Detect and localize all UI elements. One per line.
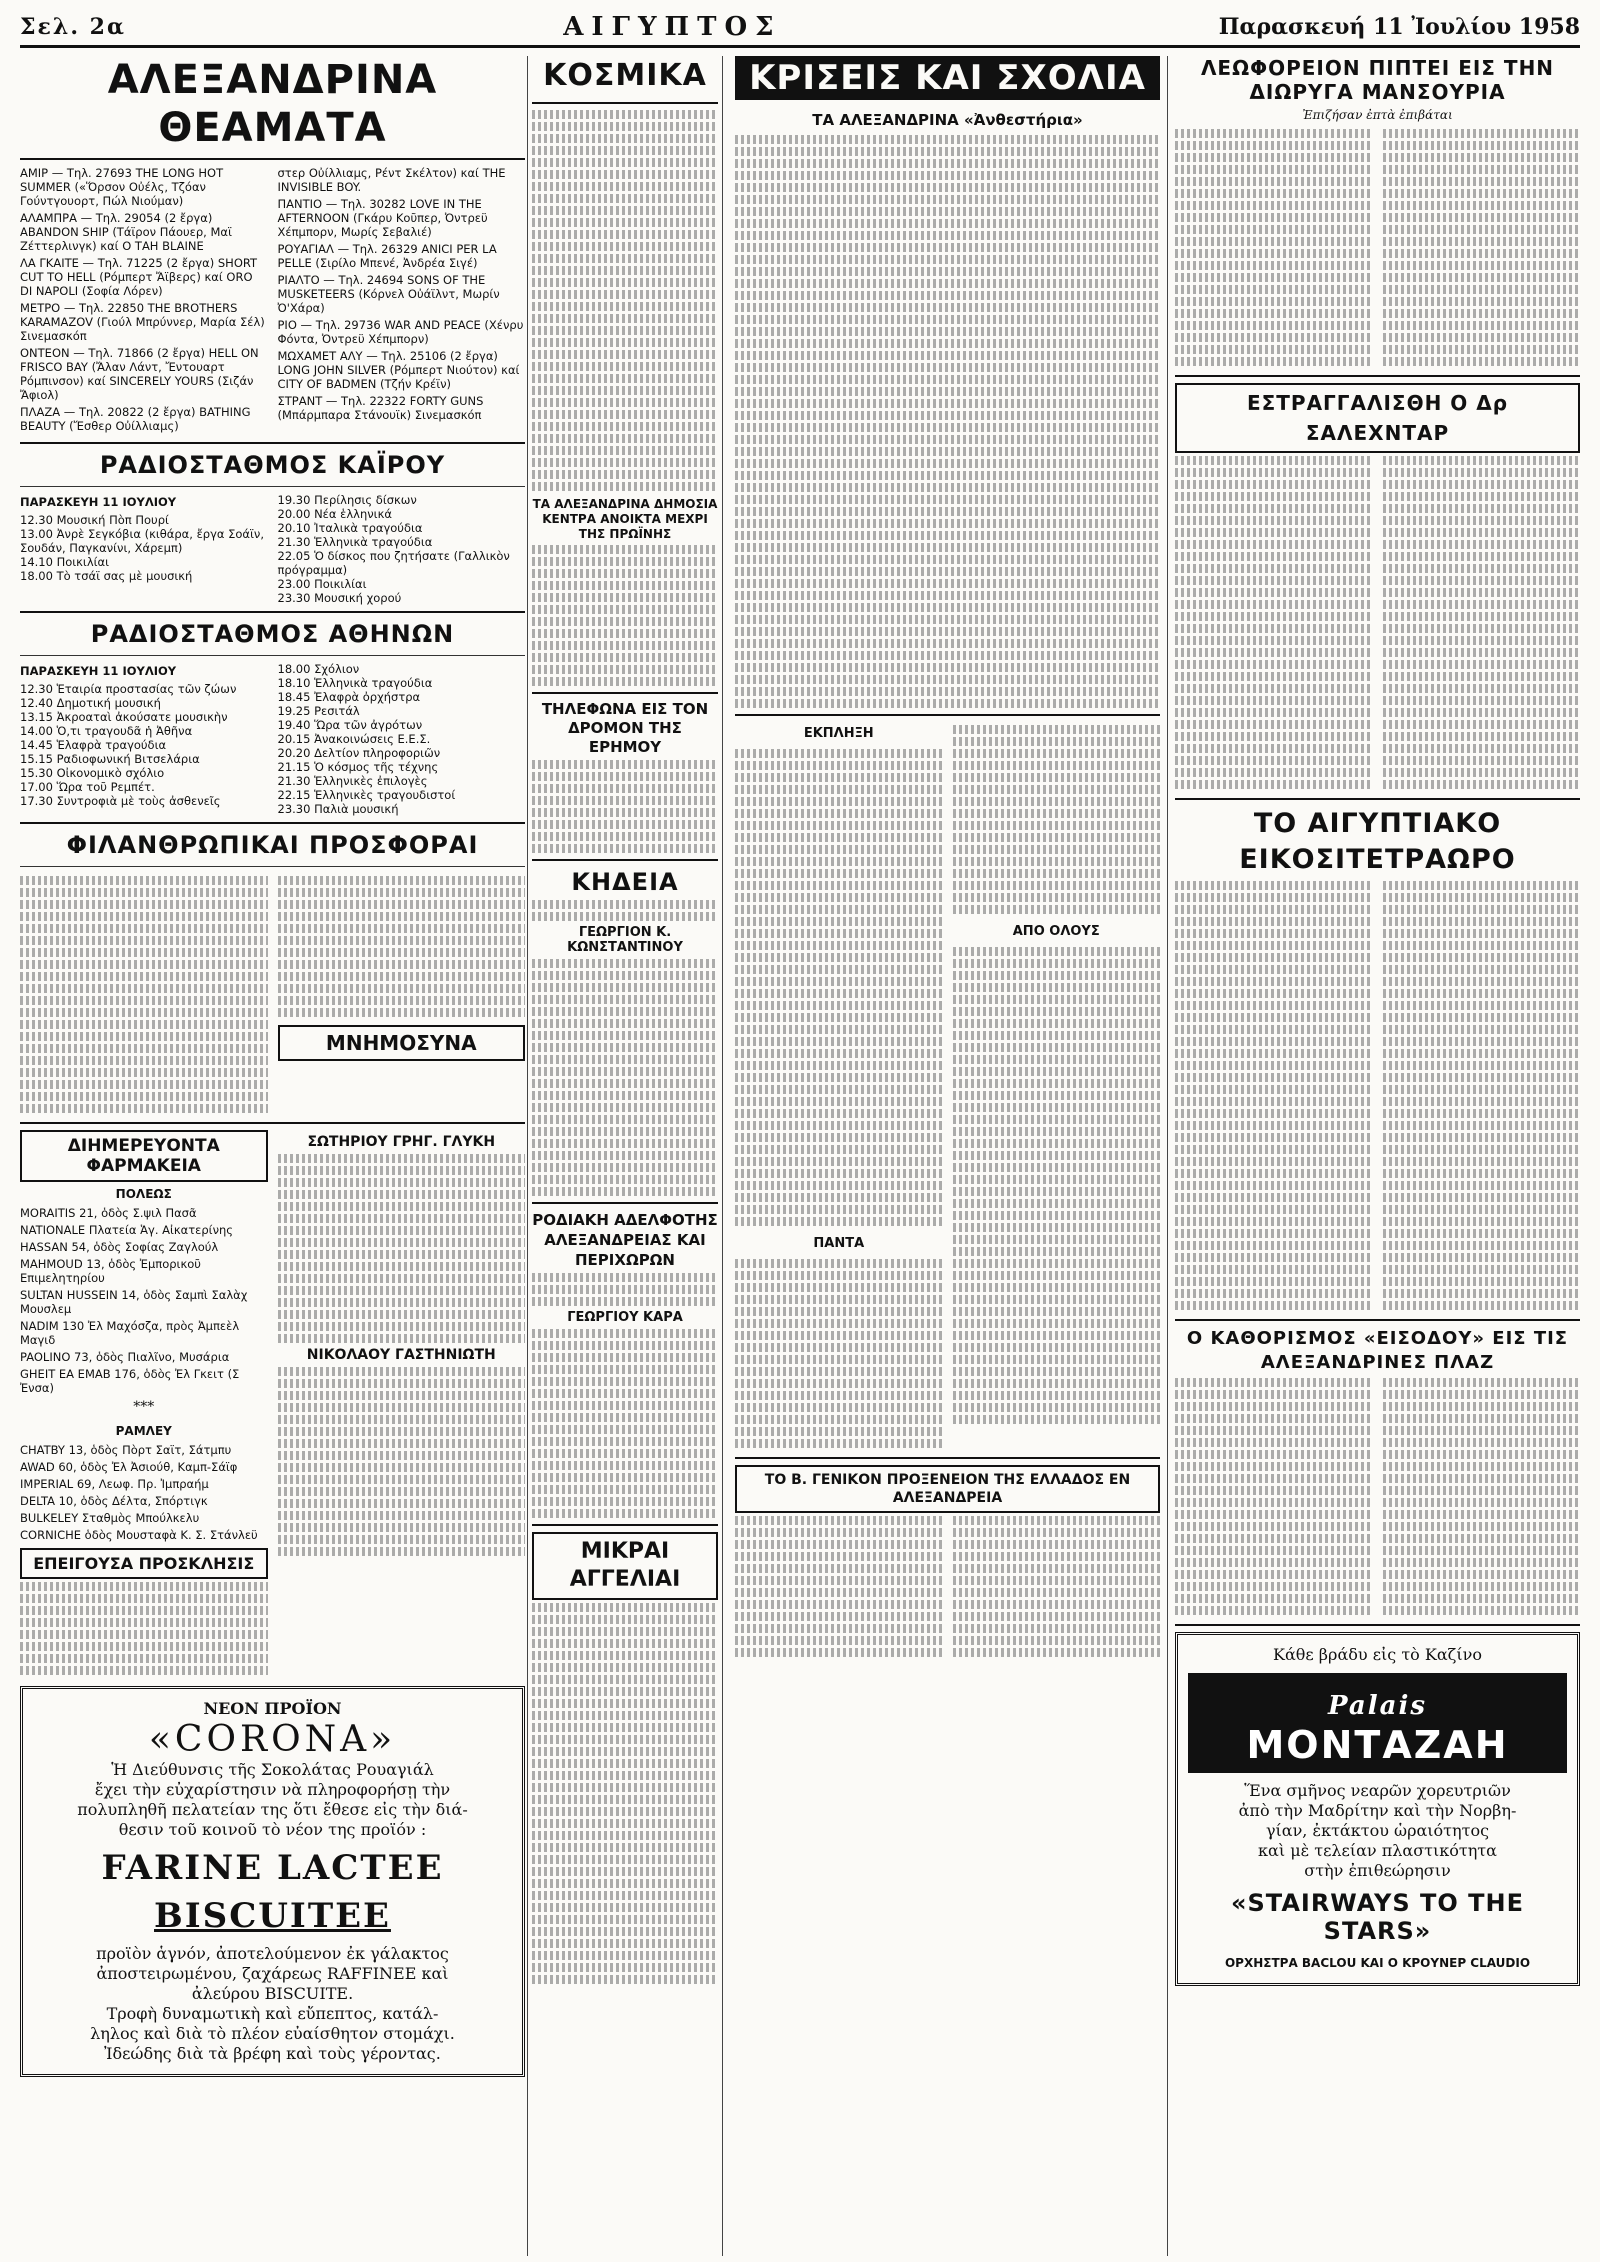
entry-heading: Ο ΚΑΘΟΡΙΣΜΟΣ «ΕΙΣΟΔΟΥ» ΕΙΣ ΤΙΣ ΑΛΕΞΑΝΔΡΙΝΕΣ ΠΛΑΖ <box>1186 1328 1569 1373</box>
schedule-day: ΠΑΡΑΣΚΕΥΗ 11 ΙΟΥΛΙΟΥ <box>20 495 177 509</box>
pharmacy-item: DELTA 10, ὁδὸς Δέλτα, Σπόρτιγκ <box>20 1494 208 1508</box>
column-3 <box>735 56 1160 1660</box>
schedule-item: 20.20 Δελτίον πληροφοριῶν <box>277 746 441 760</box>
listing-item: ΣΤΡΑΝΤ — Τηλ. 22322 FORTY GUNS (Μπάρμπαρα Στάνουϊκ) Σινεμασκόπ <box>277 394 484 422</box>
ad-line: καὶ μὲ τελείαν πλαστικότητα <box>1258 1841 1497 1860</box>
pharmacy-item: MORAITIS 21, ὁδὸς Σ.ψιλ Πασᾶ <box>20 1206 197 1220</box>
listing-item: ΜΩΧΑΜΕΤ ΑΛΥ — Τηλ. 25106 (2 ἔργα) LONG JOHN SILVER (Ρόμπερτ Νιούτον) καί CITY OF BADMEN (Τζήν Κρέϊν) <box>277 349 520 391</box>
memorial-name: ΝΙΚΟΛΑΟΥ ΓΑΣΤΗΝΙΩΤΗ <box>306 1347 496 1363</box>
consulate-heading: ΤΟ Β. ΓΕΝΙΚΟΝ ΠΡΟΞΕΝΕΙΟΝ ΤΗΣ ΕΛΛΑΔΟΣ ΕΝ ΑΛΕΞΑΝΔΡΕΙΑ <box>735 1465 1160 1513</box>
column-rule <box>1167 56 1168 2256</box>
listing-item: ΑΛΑΜΠΡΑ — Τηλ. 29054 (2 ἔργα) ABANDON SHIP (Τάϊρον Πάουερ, Μαϊ Ζέττερλινγκ) καί Ο ΤΑΗ BLAINE <box>20 211 232 253</box>
salekhtar-heading: ΕΣΤΡΑΓΓΑΛΙΣΘΗ Ο Δρ ΣΑΛΕΧΝΤΑΡ <box>1175 383 1580 453</box>
ad-line: ἀποστειρωμένου, ζαχάρεως RAFFINEE καὶ <box>96 1964 449 1983</box>
social-heading: ΚΟΣΜΙΚΑ <box>543 58 707 93</box>
schedule-item: 12.30 Μουσική Πὸπ Πουρί <box>20 513 169 527</box>
schedule-item: 15.15 Ραδιοφωνική Βιτσελάρια <box>20 752 200 766</box>
egyptian24-heading: ΤΟ ΑΙΓΥΠΤΙΑΚΟ ΕΙΚΟΣΙΤΕΤΡΑΩΡΟ <box>1239 808 1516 875</box>
schedule-item: 20.10 Ἰταλικὰ τραγούδια <box>277 521 423 535</box>
schedule-item: 13.00 Ἀνρὲ Σεγκόβια (κιθάρα, ἔργα Σοάϊν, Σουδάν, Παγκανίνι, Χάρεμπ) <box>20 527 264 555</box>
radio-athens-heading: ΡΑΔΙΟΣΤΑΘΜΟΣ ΑΘΗΝΩΝ <box>90 620 455 648</box>
ad-line: θεσιν τοῦ κοινοῦ τὸ νέον της προϊόν : <box>118 1820 427 1839</box>
rhodes-heading: ΡΟΔΙΑΚΗ ΑΔΕΛΦΟΤΗΣ ΑΛΕΞΑΝΔΡΕΙΑΣ ΚΑΙ ΠΕΡΙΧΩΡΩΝ <box>532 1211 718 1269</box>
ad-top: ΝΕΟΝ ΠΡΟΪΟΝ <box>203 1699 342 1718</box>
ad-orchestra: ΟΡΧΗΣΤΡΑ BACLOU ΚΑΙ Ο ΚΡΟΥΝΕΡ CLAUDIO <box>1224 1956 1531 1970</box>
ad-show-title: «STAIRWAYS TO THE STARS» <box>1231 1889 1524 1945</box>
pharmacy-item: CORNICHE ὁδὸς Μουσταφὰ Κ. Σ. Στάνλεϋ <box>20 1528 258 1542</box>
pharmacy-row: ΔΙΗΜΕΡΕΥΟΝΤΑ ΦΑΡΜΑΚΕΙΑ ΠΟΛΕΩΣ MORAITIS 21, ὁδὸς Σ.ψιλ Πασᾶ NATIONALE Πλατεία Ἁγ. Αἰκατερίνης HASSAN 54, ὁδὸς Σοφίας Ζαγλούλ MAHMOUD 13, ὁδὸς Ἐμπορικοῦ Επιμελητηρίου SULTAN HUSSEIN 14, ὁδὸς Σαμπὶ Σαλὰχ Μουσλεμ NADIM 130 Ἐλ Μαχόσζα, πρὸς Ἀμπεὲλ Μαγιδ PAOLINO 73, ὁδὸς Πιαλῖνο, Μυσάρια GHEIT EA EMAB 176, ὁδὸς Ἐλ Γκειτ (Σ Ἐνσα) *** ΡΑΜΛΕΥ CHATBY 13, ὁδὸς Πὸρτ Σαϊτ, Σάτμπυ AWAD 60, ὁδὸς Ἐλ Ἀσιούθ, Καμπ-Σάϊφ IMPERIAL 69, Λεωφ. Πρ. Ἰμπραήμ DELTA 10, ὁδὸς Δέλτα, Σπόρτιγκ BULKELEY Σταθμὸς Μπούλκελυ CORNICHE ὁδὸς Μουσταφὰ Κ. Σ. Στάνλεϋ ΕΠΕΙΓΟΥΣΑ ΠΡΟΣΚΛΗΣΙΣ ΣΩΤΗΡΙΟΥ ΓΡΗΓ. ΓΛΥΚΗ ΝΙΚΟΛΑΟΥ ΓΑΣΤΗΝΙΩΤΗ <box>20 1130 525 1678</box>
listing-item: στερ Οὐίλλιαμς, Ρέντ Σκέλτον) καί THE INVISIBLE BOY. <box>277 166 506 194</box>
montazah-advertisement <box>1175 1632 1580 1986</box>
phones-heading: ΤΗΛΕΦΩΝΑ ΕΙΣ ΤΟΝ ΔΡΟΜΟΝ ΤΗΣ ΕΡΗΜΟΥ <box>541 700 709 756</box>
funeral-heading: ΚΗΔΕΙΑ <box>571 868 679 896</box>
radio-athens-schedule <box>20 662 525 816</box>
listing-item: ΜΕΤΡΟ — Τηλ. 22850 THE BROTHERS KARAMAZOV (Γιούλ Μπρύννερ, Μαρία Σέλ) Σινεμασκόπ <box>20 301 265 343</box>
schedule-item: 18.00 Τὸ τσάϊ σας μὲ μουσική <box>20 569 193 583</box>
ad-brand-script: Palais <box>1328 1691 1427 1721</box>
corona-advertisement <box>20 1686 525 2077</box>
ad-brand: ΜΟΝΤΑΖΑΗ <box>1246 1723 1509 1767</box>
radio-cairo-schedule <box>20 493 525 605</box>
salekhtar-body <box>1175 453 1580 792</box>
ad-line: γίαν, ἐκτάκτου ὡραιότητος <box>1265 1821 1490 1840</box>
rhodes-name: ΓΕΩΡΓΙΟΥ ΚΑΡΑ <box>567 1310 683 1325</box>
schedule-item: 20.00 Νέα ἑλληνικά <box>277 507 392 521</box>
listing-item: ΛΑ ΓΚΑΙΤΕ — Τηλ. 71225 (2 ἔργα) SHORT CUT TO HELL (Ρόμπερτ Ἄϊβερς) καί ORO DI NAPOLI (Σοφία Λόρεν) <box>20 256 258 298</box>
schedule-item: 19.40 Ὥρα τῶν ἀγρότων <box>277 718 423 732</box>
consulate-body <box>735 1513 1160 1660</box>
schedule-item: 19.30 Περίλησις δίσκων <box>277 493 417 507</box>
newspaper-title: ΑΙΓΥΠΤΟΣ <box>563 11 782 42</box>
schedule-item: 21.30 Ἑλληνικὰ τραγούδια <box>277 535 433 549</box>
schedule-item: 23.30 Παλιὰ μουσική <box>277 802 399 816</box>
schedule-item: 18.00 Σχόλιον <box>277 662 360 676</box>
schedule-item: 18.45 Ἐλαφρὰ ὀρχήστρα <box>277 690 421 704</box>
pharmacy-item: IMPERIAL 69, Λεωφ. Πρ. Ἰμπραήμ <box>20 1477 209 1491</box>
ad-line: πολυπληθῆ πελατείαν της ὅτι ἔθεσε εἰς τὴν διά- <box>77 1800 468 1819</box>
theatres-listings <box>20 166 525 436</box>
entry-body <box>1175 1375 1580 1618</box>
listing-item: ΑΜΙΡ — Τηλ. 27693 THE LONG HOT SUMMER («Ὅρσον Οὐέλς, Τζόαν Γούντγουορτ, Πώλ Νιούμαν) <box>20 166 224 208</box>
listing-item: ΟΝΤΕΟΝ — Τηλ. 71866 (2 ἔργα) HELL ON FRISCO BAY (Ἄλαν Λάντ, Ἔντουαρτ Ρόμπινσον) καί SINCERELY YOURS (Σιζάν Ἄφιολ) <box>20 346 259 402</box>
crises-boxes <box>735 722 1160 1451</box>
schedule-item: 21.15 Ὁ κόσμος τῆς τέχνης <box>277 760 439 774</box>
ad-line: Ἰδεώδης διὰ τὰ βρέφη καὶ τοὺς γέροντας. <box>104 2044 441 2063</box>
ad-brand-banner <box>1188 1673 1567 1773</box>
ad-line: ἀλεύρου BISCUITE. <box>191 1984 354 2003</box>
column-4 <box>1175 56 1580 1986</box>
schedule-item: 14.45 Ἑλαφρὰ τραγούδια <box>20 738 167 752</box>
issue-date: Παρασκευή 11 Ἰουλίου 1958 <box>1218 13 1580 40</box>
charity-body <box>20 873 525 1116</box>
schedule-item: 14.10 Ποικιλίαι <box>20 555 109 569</box>
schedule-day: ΠΑΡΑΣΚΕΥΗ 11 ΙΟΥΛΙΟΥ <box>20 664 177 678</box>
crises-box-title: ΕΚΠΛΗΞΗ <box>803 726 874 741</box>
memorial-name: ΣΩΤΗΡΙΟΥ ΓΡΗΓ. ΓΛΥΚΗ <box>307 1134 496 1150</box>
ad-line: Ἡ Διεύθυνσις τῆς Σοκολάτας Ρουαγιάλ <box>111 1760 434 1779</box>
crises-box-title: ΑΠΟ ΟΛΟΥΣ <box>1012 924 1100 939</box>
ad-line: ἔχει τὴν εὐχαρίστησιν νὰ πληροφορήσῃ τὴν <box>94 1780 451 1799</box>
schedule-item: 22.15 Ἑλληνικὲς τραγουδιστοί <box>277 788 456 802</box>
pharmacy-item: SULTAN HUSSEIN 14, ὁδὸς Σαμπὶ Σαλὰχ Μουσλεμ <box>20 1288 248 1316</box>
schedule-item: 18.10 Ἑλληνικὰ τραγούδια <box>277 676 433 690</box>
schedule-item: 19.25 Ρεσιτάλ <box>277 704 360 718</box>
column-2 <box>532 56 718 1987</box>
pharmacy-item: MAHMOUD 13, ὁδὸς Ἐμπορικοῦ Επιμελητηρίου <box>20 1257 201 1285</box>
pharmacy-item: NADIM 130 Ἐλ Μαχόσζα, πρὸς Ἀμπεὲλ Μαγιδ <box>20 1319 240 1347</box>
listing-item: ΡΙΑΛΤΟ — Τηλ. 24694 SONS OF THE MUSKETEERS (Κόρνελ Οὐάϊλντ, Μωρίν Ὀ'Χάρα) <box>277 273 500 315</box>
crises-subtitle: ΤΑ ΑΛΕΞΑΝΔΡΙΝΑ «Ἀνθεστήρια» <box>812 111 1083 129</box>
ad-line: Ἕνα σμῆνος νεαρῶν χορευτριῶν <box>1244 1781 1511 1800</box>
ad-product: BISCUITEE <box>154 1896 391 1936</box>
listing-item: ΡΟΥΑΓΙΑΛ — Τηλ. 26329 ANICI PER LA PELLE (Σιρίλο Μπενέ, Ἀνδρέα Σιγέ) <box>277 242 497 270</box>
bus-heading: ΛΕΩΦΟΡΕΙΟΝ ΠΙΠΤΕΙ ΕΙΣ ΤΗΝ ΔΙΩΡΥΓΑ ΜΑΝΣΟΥΡΙΑ <box>1200 56 1555 104</box>
ad-line: ἀπὸ τὴν Μαδρίτην καὶ τὴν Νορβη- <box>1238 1801 1517 1820</box>
schedule-item: 17.00 Ὥρα τοῦ Ρεμπέτ. <box>20 780 155 794</box>
pharmacy-item: HASSAN 54, ὁδὸς Σοφίας Ζαγλούλ <box>20 1240 219 1254</box>
schedule-item: 15.30 Οἰκονομικὸ σχόλιο <box>20 766 165 780</box>
crises-box-title: ΠΑΝΤΑ <box>813 1236 865 1251</box>
radio-cairo-heading: ΡΑΔΙΟΣΤΑΘΜΟΣ ΚΑΪΡΟΥ <box>99 451 446 479</box>
pharmacy-item: PAOLINO 73, ὁδὸς Πιαλῖνο, Μυσάρια <box>20 1350 230 1364</box>
ad-line: προϊὸν ἁγνόν, ἀποτελούμενον ἐκ γάλακτος <box>96 1944 449 1963</box>
pharmacy-item: AWAD 60, ὁδὸς Ἐλ Ἀσιούθ, Καμπ-Σάϊφ <box>20 1460 238 1474</box>
small-ads-heading: ΜΙΚΡΑΙ ΑΓΓΕΛΙΑΙ <box>532 1532 718 1600</box>
schedule-item: 22.05 Ὁ δίσκος που ζητήσατε (Γαλλικὸν πρόγραμμα) <box>277 549 510 577</box>
ad-top: Κάθε βράδυ εἰς τὸ Καζίνο <box>1273 1645 1482 1664</box>
schedule-item: 12.40 Δημοτική μουσική <box>20 696 161 710</box>
crises-heading: ΚΡΙΣΕΙΣ ΚΑΙ ΣΧΟΛΙΑ <box>735 56 1160 100</box>
pharmacies-sub: ΠΟΛΕΩΣ <box>115 1187 172 1201</box>
bus-subheading: Ἐπιζήσαν ἐπτὰ ἐπιβάται <box>1302 108 1453 122</box>
listing-item: ΠΛΑΖΑ — Τηλ. 20822 (2 ἔργα) BATHING BEAUTY (Ἔσθερ Οὐίλλιαμς) <box>20 405 251 433</box>
bus-body <box>1175 126 1580 369</box>
listing-item: ΠΑΝΤΙΟ — Τηλ. 30282 LOVE IN THE AFTERNOON (Γκάρυ Κοῦπερ, Ὀντρεϋ Χέπμπορν, Μωρίς Σεβαλιέ) <box>277 197 488 239</box>
ramleh-sub: ΡΑΜΛΕΥ <box>115 1424 172 1438</box>
ad-product: FARINE LACTEE <box>101 1848 444 1888</box>
masthead <box>20 8 1580 48</box>
ad-brand: «CORONA» <box>148 1719 397 1760</box>
pharmacy-item: BULKELEY Σταθμὸς Μπούλκελυ <box>20 1511 200 1525</box>
schedule-item: 12.30 Ἑταιρία προστασίας τῶν ζώων <box>20 682 237 696</box>
schedule-item: 20.15 Ἀνακοινώσεις Ε.Ε.Σ. <box>277 732 431 746</box>
pharmacy-item: CHATBY 13, ὁδὸς Πὸρτ Σαϊτ, Σάτμπυ <box>20 1443 232 1457</box>
column-1 <box>20 56 525 2077</box>
schedule-item: 23.30 Μουσική χορού <box>277 591 402 605</box>
pharmacy-item: GHEIT EA EMAB 176, ὁδὸς Ἐλ Γκειτ (Σ Ἐνσα) <box>20 1367 240 1395</box>
pharmacy-item: NATIONALE Πλατεία Ἁγ. Αἰκατερίνης <box>20 1223 234 1237</box>
charity-heading: ΦΙΛΑΝΘΡΩΠΙΚΑΙ ΠΡΟΣΦΟΡΑΙ <box>66 831 479 859</box>
schedule-item: 13.15 Ἀκροαταὶ ἀκούσατε μουσικὴν <box>20 710 228 724</box>
ad-line: στὴν ἐπιθεώρησιν <box>1304 1861 1451 1880</box>
column-rule <box>527 56 528 2256</box>
page-number: Σελ. 2α <box>20 13 126 40</box>
memorials-heading: ΜΝΗΜΟΣΥΝΑ <box>278 1025 526 1061</box>
pharmacies-heading: ΔΙΗΜΕΡΕΥΟΝΤΑ ΦΑΡΜΑΚΕΙΑ <box>20 1130 268 1182</box>
schedule-item: 17.30 Συντροφιὰ μὲ τοὺς ἀσθενεῖς <box>20 794 221 808</box>
funeral-name: ΓΕΩΡΓΙΟΝ Κ. ΚΩΝΣΤΑΝΤΙΝΟΥ <box>567 925 683 955</box>
egyptian24-body <box>1175 878 1580 1313</box>
ad-line: ληλος καὶ διὰ τὸ πλέον εὐαίσθητον στομάχι. <box>90 2024 455 2043</box>
theatres-heading: ΑΛΕΞΑΝΔΡΙΝΑ ΘΕΑΜΑΤΑ <box>107 57 438 151</box>
column-rule <box>722 56 723 2256</box>
invitation-heading: ΕΠΕΙΓΟΥΣΑ ΠΡΟΣΚΛΗΣΙΣ <box>20 1548 268 1579</box>
ad-line: Τροφὴ δυναμωτικὴ καὶ εὔπεπτος, κατάλ- <box>106 2004 439 2023</box>
schedule-item: 23.00 Ποικιλίαι <box>277 577 367 591</box>
centres-heading: ΤΑ ΑΛΕΞΑΝΔΡΙΝΑ ΔΗΜΟΣΙΑ ΚΕΝΤΡΑ ΑΝΟΙΚΤΑ ΜΕΧΡΙ ΤΗΣ ΠΡΩΪΝΗΣ <box>532 497 718 541</box>
schedule-item: 21.30 Ἑλληνικὲς ἐπιλογὲς <box>277 774 428 788</box>
listing-item: ΡΙΟ — Τηλ. 29736 WAR AND PEACE (Χένρυ Φόντα, Ὀντρεϋ Χέπμπορν) <box>277 318 524 346</box>
schedule-item: 14.00 Ὁ,τι τραγουδᾶ ἡ Ἀθῆνα <box>20 724 193 738</box>
